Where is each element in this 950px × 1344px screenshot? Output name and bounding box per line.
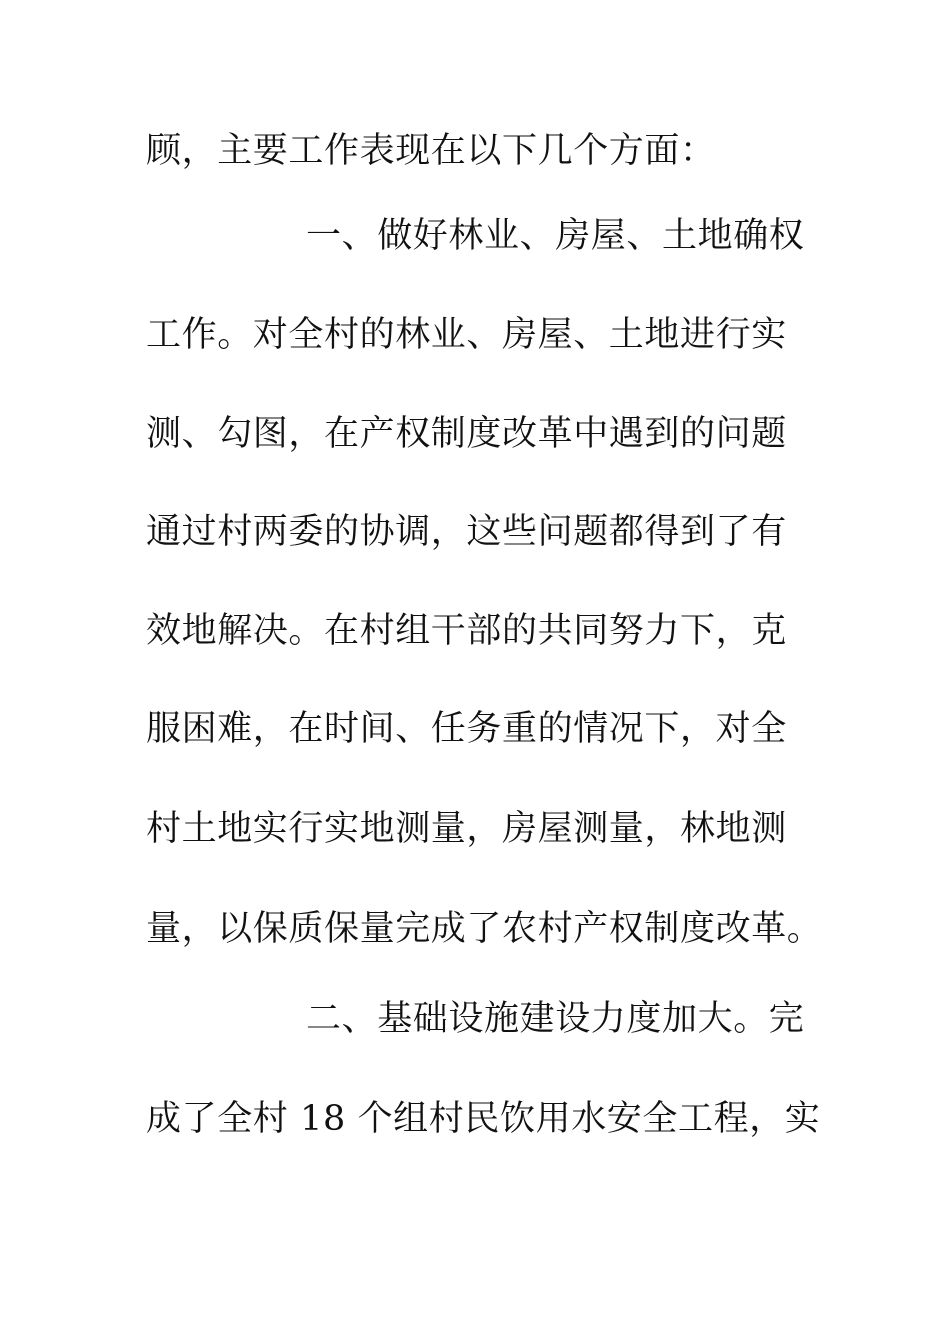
text-line-8: 村土地实行实地测量，房屋测量，林地测 [146,809,787,849]
text-line-3: 工作。对全村的林业、房屋、土地进行实 [146,315,787,355]
text-line-7: 服困难，在时间、任务重的情况下，对全 [146,709,787,749]
text-line-5: 通过村两委的协调，这些问题都得到了有 [146,512,787,552]
text-line-6: 效地解决。在村组干部的共同努力下，克 [146,611,787,651]
text-line-11: 成了全村 18 个组村民饮用水安全工程，实 [146,1099,821,1139]
text-line-2-section-heading: 一、做好林业、房屋、土地确权 [306,216,805,256]
text-line-9: 量，以保质保量完成了农村产权制度改革。 [146,909,823,949]
text-line-10-section-heading: 二、基础设施建设力度加大。完 [306,999,805,1039]
text-line-4: 测、勾图，在产权制度改革中遇到的问题 [146,414,787,454]
text-line-1: 顾，主要工作表现在以下几个方面： [146,131,716,171]
